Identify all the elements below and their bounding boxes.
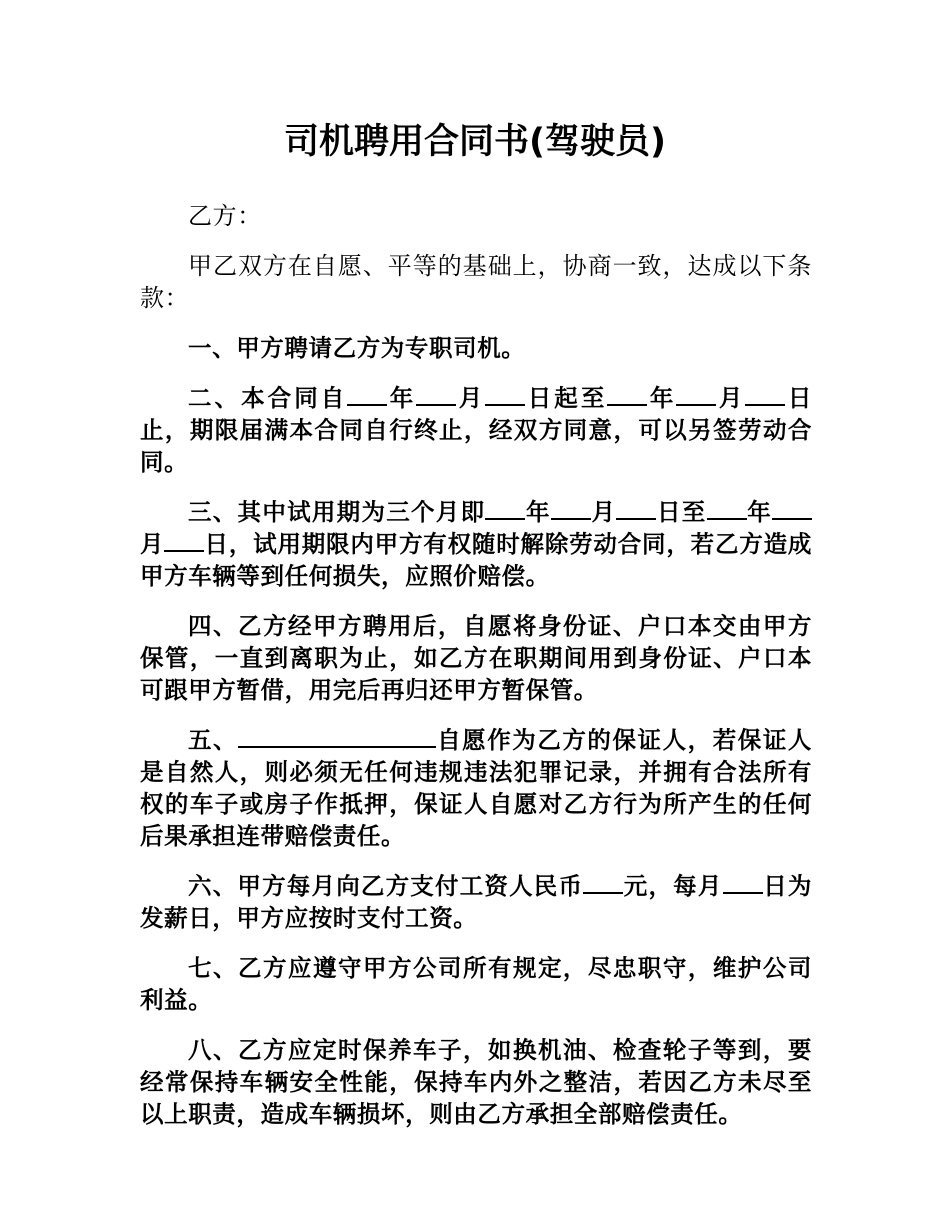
fill-blank[interactable]: [745, 382, 785, 406]
clause-4: 四、乙方经甲方聘用后，自愿将身份证、户口本交由甲方保管，一直到离职为止，如乙方在职期间用到身份证、户口本可跟甲方暂借，用完后再归还甲方暂保管。: [140, 612, 812, 704]
clause-5-text-2: 自愿作为乙方的保证人，若保证人是自然人，则必须无任何违规违法犯罪记录，并拥有合法所有权的车子或房子作抵押，保证人自愿对乙方行为所产生的任何后果承担连带赔偿责任。: [140, 726, 813, 850]
clause-1: 一、甲方聘请乙方为专职司机。: [188, 334, 526, 362]
clause-3-text-4: 日至: [656, 498, 707, 526]
clause-2-text-7: 日止，期限届满本合同自行终止，经双方同意，可以另签劳动合同。: [140, 384, 812, 476]
intro-paragraph: 甲乙双方在自愿、平等的基础上，协商一致，达成以下条款：: [140, 252, 812, 312]
fill-blank[interactable]: [551, 496, 591, 520]
fill-blank[interactable]: [616, 496, 656, 520]
salary-blank[interactable]: [583, 870, 623, 894]
guarantor-blank[interactable]: [238, 724, 436, 748]
fill-blank[interactable]: [347, 382, 387, 406]
clause-7: 七、乙方应遵守甲方公司所有规定，尽忠职守，维护公司利益。: [140, 954, 812, 1014]
clause-2: [140, 382, 812, 478]
clause-2-text-2: 年: [387, 384, 417, 412]
document-title: 司机聘用合同书(驾驶员): [284, 122, 666, 162]
clause-8: 八、乙方应定时保养车子，如换机油、检查轮子等到，要经常保持车辆安全性能，保持车内外之整洁，若因乙方未尽至以上职责，造成车辆损坏，则由乙方承担全部赔偿责任。: [140, 1036, 812, 1128]
clause-3-text-3: 月: [590, 498, 617, 526]
clause-6-text-2: 元，每月: [623, 872, 723, 900]
clause-3-text-5: 年: [746, 498, 773, 526]
clause-2-text-6: 月: [716, 384, 746, 412]
fill-blank[interactable]: [164, 528, 204, 552]
payday-blank[interactable]: [723, 870, 763, 894]
fill-blank[interactable]: [485, 496, 525, 520]
clause-5-text-1: 五、: [188, 726, 239, 754]
document-body: [140, 200, 812, 1148]
clause-3: [140, 496, 812, 592]
clause-6-text-1: 六、甲方每月向乙方支付工资人民币: [188, 872, 584, 900]
clause-2-text-1: 二、本合同自: [188, 384, 348, 412]
clause-3-text-2: 年: [525, 498, 551, 526]
fill-blank[interactable]: [485, 382, 525, 406]
fill-blank[interactable]: [772, 496, 812, 520]
fill-blank[interactable]: [707, 496, 747, 520]
clause-2-text-3: 月: [456, 384, 486, 412]
fill-blank[interactable]: [607, 382, 647, 406]
clause-6: [140, 870, 812, 934]
clause-3-text-1: 三、其中试用期为三个月即: [188, 498, 486, 526]
clause-3-text-7: 日，试用期限内甲方有权随时解除劳动合同，若乙方造成甲方车辆等到任何损失，应照价赔偿。: [140, 530, 812, 590]
fill-blank[interactable]: [676, 382, 716, 406]
clause-5: [140, 724, 812, 852]
fill-blank[interactable]: [416, 382, 456, 406]
clause-2-text-4: 日起至: [525, 384, 608, 412]
clause-3-text-6: 月: [140, 530, 165, 558]
clause-2-text-5: 年: [647, 384, 677, 412]
party-b-label: 乙方：: [188, 202, 262, 230]
clause-6-text-3: 日为发薪日，甲方应按时支付工资。: [140, 872, 812, 932]
